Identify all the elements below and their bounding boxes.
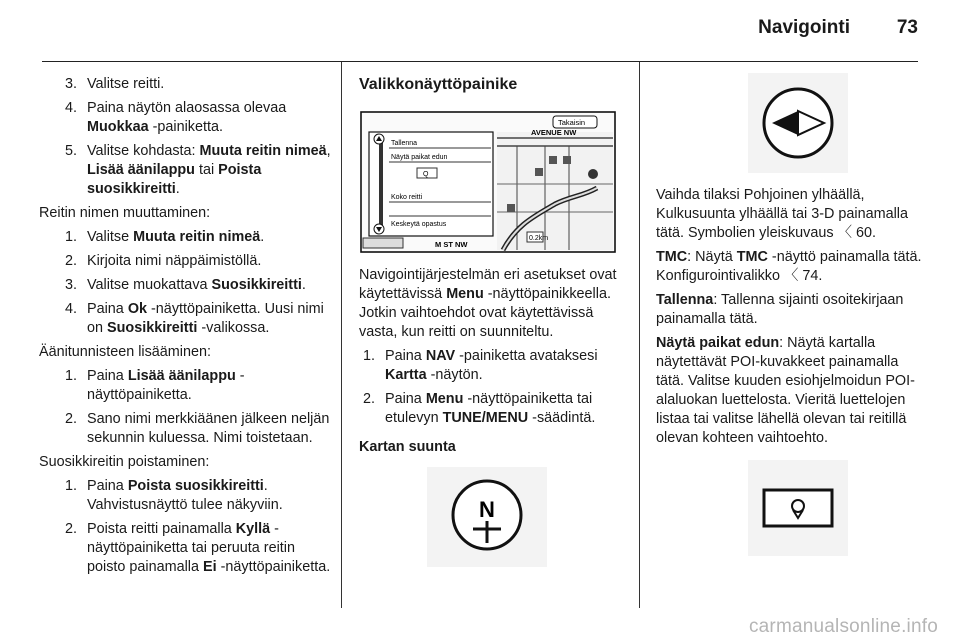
list-a	[61, 75, 331, 199]
list-item	[61, 252, 331, 271]
column-2	[359, 75, 621, 567]
section-heading: Valikkonäyttöpainike	[359, 76, 518, 93]
text-run: . Vahvistusnäyttö tulee näkyviin.	[87, 478, 283, 513]
list-nav	[359, 347, 621, 428]
list-number: 1.	[65, 229, 78, 245]
text-run: Valitse	[87, 229, 134, 245]
text-run: .	[175, 181, 180, 197]
navigation-menu-screen-image	[357, 104, 619, 256]
text-run: -näytön.	[426, 367, 483, 383]
bold-term: TUNE/MENU	[442, 410, 529, 426]
map-scale-label: 0.2km	[529, 235, 549, 242]
bold-term: Ei	[203, 559, 217, 575]
list-item	[61, 99, 331, 137]
street-label-bottom: M ST NW	[435, 240, 468, 249]
subheading-map-orientation: Kartan suunta	[359, 439, 456, 455]
bold-term: Menu	[446, 286, 484, 302]
text-run: Paina	[87, 368, 128, 384]
column-1	[39, 75, 331, 582]
text-run: 74.	[798, 268, 823, 284]
text-run: Sano nimi merkkiäänen jälkeen neljän sekunnin kuluessa. Nimi toistetaan.	[87, 411, 330, 446]
text-run: .	[260, 229, 265, 245]
bold-term: Kartta	[385, 367, 427, 383]
north-up-button-image	[427, 467, 547, 567]
list-item	[61, 410, 331, 448]
text-run: ,	[326, 143, 331, 159]
bold-term: Kyllä	[235, 521, 271, 537]
text-run: Navigointijärjestelmän eri asetukset ovat käytettävissä	[359, 267, 617, 302]
bold-term: Poista suosikkireitti	[127, 478, 264, 494]
bold-term: Suosikkireitti	[107, 320, 198, 336]
text-run: Kirjoita nimi näppäimistöllä.	[87, 253, 262, 269]
text-run: -valikossa.	[197, 320, 270, 336]
back-button-label: Takaisin	[558, 118, 586, 127]
para-voice: Äänitunnisteen lisääminen:	[39, 344, 211, 360]
poi-button-image	[748, 460, 848, 556]
text-run: -näyttöpainikkeella. Jotkin vaihtoehdot ovat käytettävissä vasta, kun reitti on suunniteltu.	[359, 286, 611, 340]
watermark: carmanualsonline.info	[748, 616, 938, 637]
list-item	[61, 228, 331, 247]
text-run: -näyttöpainiketta.	[87, 368, 245, 403]
list-item	[61, 367, 331, 405]
bold-term: Tallenna	[656, 292, 714, 308]
text-run: Valitse muokattava	[87, 277, 212, 293]
page-header	[0, 0, 960, 62]
bold-term: NAV	[425, 348, 456, 364]
orientation-toggle-image	[748, 73, 848, 173]
list-b	[61, 228, 331, 338]
north-icon: N	[479, 497, 495, 522]
bold-term: Suosikkireitti	[211, 277, 302, 293]
list-number: 4.	[65, 100, 78, 116]
text-run: 〈	[783, 268, 799, 284]
list-item	[61, 300, 331, 338]
text-run: : Näytä kartalla näytettävät POI-kuvakkeet painamalla tätä. Valitse kuuden esiohjelmoidun POI-alaluokan luettelosta. Vieritä luettelojen listaa tai valitse lähellä olevan tai reitillä olevan kohteen vaihtoehto.	[656, 335, 915, 446]
bold-term: TMC	[736, 249, 768, 265]
text-run: : Tallenna sijainti osoitekirjaan painamalla tätä.	[656, 292, 904, 327]
street-label-top: AVENUE NW	[531, 128, 577, 137]
bold-term: Lisää äänilappu	[87, 162, 195, 178]
text-run: Paina näytön alaosassa olevaa	[87, 100, 287, 116]
text-run: 60.	[851, 225, 876, 241]
text-run: Paina	[385, 348, 426, 364]
list-number: 1.	[363, 348, 376, 364]
para-delete: Suosikkireitin poistaminen:	[39, 454, 210, 470]
list-item	[359, 390, 621, 428]
para-poi	[656, 334, 924, 448]
bold-term: Lisää äänilappu	[127, 368, 236, 384]
list-number: 2.	[65, 253, 78, 269]
para-orientation	[656, 186, 924, 243]
list-d	[61, 477, 331, 577]
header-title: Navigointi	[758, 17, 850, 38]
bottom-bar-button[interactable]	[363, 238, 403, 248]
text-run: -näyttöpainiketta.	[216, 559, 331, 575]
text-run: : Näytä	[687, 249, 737, 265]
list-number: 4.	[65, 301, 78, 317]
column-divider-right	[639, 62, 640, 608]
list-item	[61, 477, 331, 515]
bold-term: Muuta reitin nimeä	[133, 229, 261, 245]
column-3	[656, 75, 924, 556]
list-number: 2.	[65, 411, 78, 427]
bold-term: Näytä paikat edun	[656, 335, 780, 351]
text-run: -näyttöpainiketta tai peruuta reitin poisto painamalla	[87, 521, 295, 575]
list-number: 3.	[65, 76, 78, 92]
text-run: -säädintä.	[528, 410, 596, 426]
text-run: Valitse kohdasta:	[87, 143, 200, 159]
list-number: 1.	[65, 478, 78, 494]
map-area	[497, 132, 613, 250]
bold-term: Poista suosikkireitti	[87, 162, 262, 197]
text-run: Valitse reitti.	[87, 76, 165, 92]
bold-term: TMC	[656, 249, 688, 265]
header-rule	[42, 61, 918, 62]
text-run: .	[301, 277, 306, 293]
bold-term: Ok	[127, 301, 148, 317]
text-run: -painiketta.	[148, 119, 223, 135]
list-number: 3.	[65, 277, 78, 293]
para-rename: Reitin nimen muuttaminen:	[39, 205, 211, 221]
list-number: 2.	[363, 391, 376, 407]
bold-term: Menu	[425, 391, 464, 407]
para-menu	[359, 266, 621, 342]
list-number: 1.	[65, 368, 78, 384]
menu-item-show-poi[interactable]: Näytä paikat edun	[391, 154, 448, 161]
list-item	[61, 276, 331, 295]
text-run: Paina	[385, 391, 426, 407]
bold-term: Muuta reitin nimeä	[199, 143, 327, 159]
page-number: 73	[896, 17, 918, 38]
bold-term: Muokkaa	[87, 119, 149, 135]
column-divider-left	[341, 62, 342, 608]
list-item	[61, 142, 331, 199]
list-item	[61, 75, 331, 94]
text-run: -painiketta avataksesi	[455, 348, 598, 364]
text-run: -näyttöpainiketta. Uusi nimi on	[87, 301, 324, 336]
list-item	[359, 347, 621, 385]
para-tmc	[656, 248, 924, 286]
text-run: Paina	[87, 478, 128, 494]
list-number: 2.	[65, 521, 78, 537]
menu-item-stop-guidance[interactable]: Keskeytä opastus	[391, 221, 447, 228]
list-number: 5.	[65, 143, 78, 159]
text-run: -näyttöpainiketta tai etulevyn	[385, 391, 593, 426]
list-item	[61, 520, 331, 577]
menu-item-full-route[interactable]: Koko reitti	[391, 194, 423, 201]
text-run: Vaihda tilaksi Pohjoinen ylhäällä, Kulkusuunta ylhäällä tai 3-D painamalla tätä. Symbolien yleiskuvaus	[656, 187, 908, 241]
text-run: Poista reitti painamalla	[87, 521, 236, 537]
para-save	[656, 291, 924, 329]
text-run: 〈	[837, 225, 852, 241]
list-c	[61, 367, 331, 448]
menu-center-box: Q	[423, 171, 429, 178]
text-run: Paina	[87, 301, 128, 317]
menu-item-save[interactable]: Tallenna	[391, 140, 418, 147]
text-run: -näyttö painamalla tätä. Konfigurointivalikko	[656, 249, 922, 284]
text-run: tai	[194, 162, 219, 178]
